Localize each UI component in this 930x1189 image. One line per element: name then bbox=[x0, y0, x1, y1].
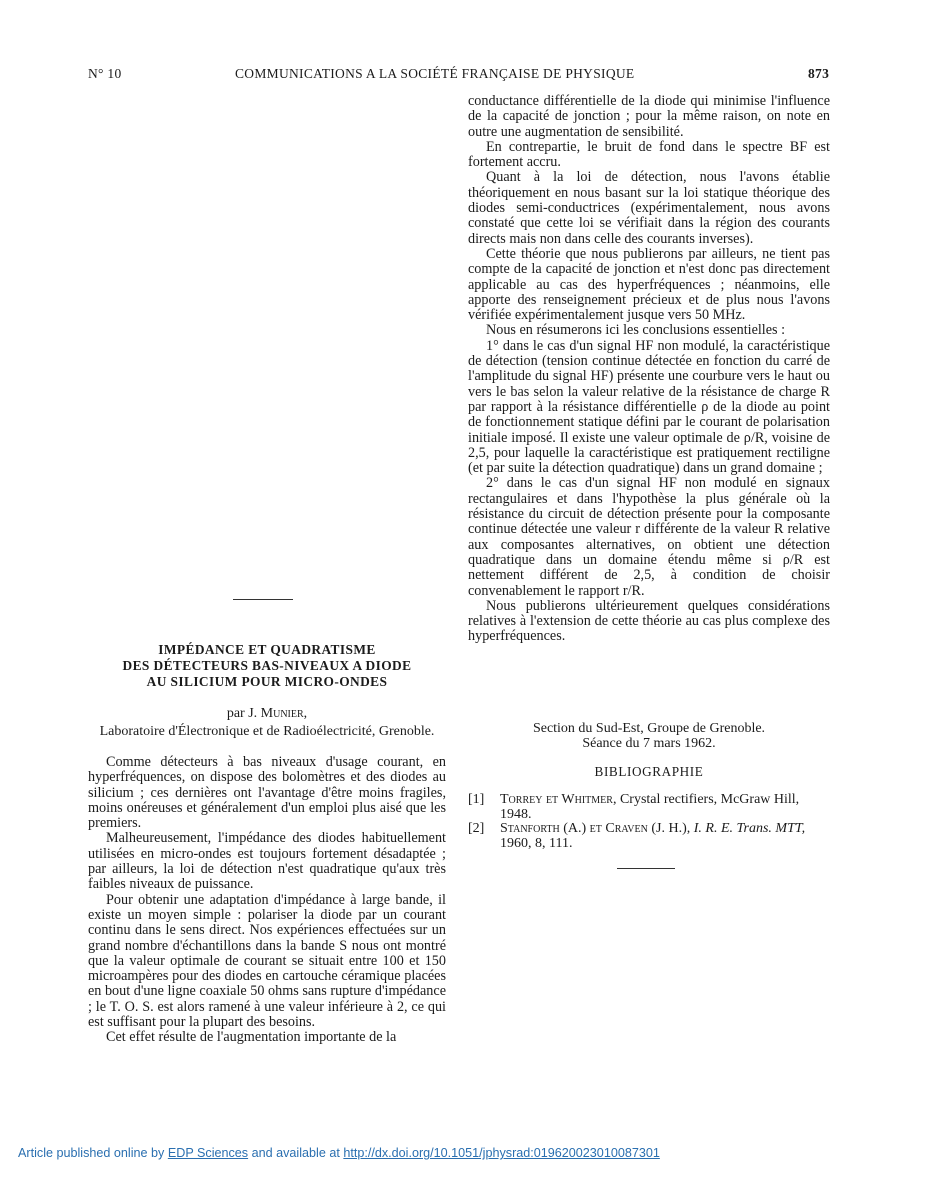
paragraph: Pour obtenir une adaptation d'impédance à large bande, il existe un moyen simple : polariser la diode par un courant continu dans le sens direct. Nos expériences effectuées sur un grand nombre d'échantillons dans la bande S nous ont montré que la valeur optimale de courant se situait entre 100 et 150 microampères pour des diodes en cartouche céramique placées en bout d'une ligne coaxiale 50 ohms sans rupture d'impédance ; le T. O. S. est alors ramené à une valeur inférieure à 2, ce qui est suffisant pour la plupart des besoins. bbox=[88, 891, 446, 1031]
reference-number: [2] bbox=[468, 821, 485, 836]
byline bbox=[88, 706, 446, 722]
paragraph: Nous publierons ultérieurement quelques considérations relatives à l'extension de cette théorie au cas plus complexe des hyperfréquences. bbox=[468, 597, 830, 645]
section-note-line: Section du Sud-Est, Groupe de Grenoble. bbox=[532, 721, 766, 736]
end-divider bbox=[617, 868, 675, 869]
paragraph: Comme détecteurs à bas niveaux d'usage courant, en hyperfréquences, on dispose des bolomètres et des diodes au silicium ; ces dernières ont l'avantage d'être moins fragiles, moins onéreuses et généralement d'un emploi plus aisé que les premiers. bbox=[88, 754, 446, 832]
author-name: J. Munier, bbox=[248, 706, 308, 721]
section-note-line: Séance du 7 mars 1962. bbox=[582, 735, 716, 751]
paragraph: 2° dans le cas d'un signal HF non modulé en signaux rectangulaires et dans l'hypothèse la plus générale où la résistance du circuit de détection présente pour la composante continue détectée une valeur r différente de la valeur R relative aux composantes alternatives, on obtient une détection quadratique dans un domaine étendu même si ρ/R est nettement différent de 2,5, à condition de choisir convenablement le rapport r/R. bbox=[468, 475, 830, 599]
affiliation: Laboratoire d'Électronique et de Radioélectricité, Grenoble. bbox=[99, 724, 435, 739]
reference-number: [1] bbox=[468, 792, 485, 807]
reference-item bbox=[468, 822, 830, 851]
paragraph: Quant à la loi de détection, nous l'avons établie théoriquement en nous basant sur la loi statique théorique des diodes semi-conductrices (expérimentalement, nous avons constaté que cette loi se vérifiait dans la région des courants directs mais non dans celle des courants inverses). bbox=[468, 169, 830, 247]
journal-title: COMMUNICATIONS A LA SOCIÉTÉ FRANÇAISE DE PHYSIQUE bbox=[235, 66, 635, 81]
page-number: 873 bbox=[808, 66, 830, 81]
paragraph: Cet effet résulte de l'augmentation importante de la bbox=[106, 1029, 397, 1046]
reference-authors: Stanforth (A.) et Craven (J. H.), bbox=[500, 821, 691, 836]
publication-footer bbox=[18, 1146, 660, 1160]
reference-journal: I. R. E. Trans. MTT, bbox=[693, 821, 806, 836]
section-note bbox=[468, 722, 830, 751]
footer-middle: and available at bbox=[251, 1146, 340, 1160]
paragraph: Malheureusement, l'impédance des diodes habituellement utilisées en micro-ondes est toujours fortement désadaptée ; par ailleurs, la loi de détection n'est quadratique qu'aux très faibles niveaux de puissance. bbox=[88, 830, 446, 893]
section-divider bbox=[233, 599, 293, 600]
reference-details: 1960, 8, 111. bbox=[500, 835, 573, 851]
paragraph: 1° dans le cas d'un signal HF non modulé, la caractéristique de détection (tension continue détectée en fonction du carré de l'amplitude du signal HF) présente une courbure vers le haut ou vers le bas selon la valeur relative de la résistance de charge R par rapport à la résistance différentielle ρ de la diode au point de fonctionnement statique défini par le courant de polarisation initiale imposé. Il existe une valeur optimale de ρ/R, voisine de 2,5, pour laquelle la caractéristique est pratiquement rectiligne (et par suite la détection quadratique) dans un grand domaine ; bbox=[468, 337, 830, 477]
issue-number: N° 10 bbox=[88, 66, 122, 81]
doi-link[interactable]: http://dx.doi.org/10.1051/jphysrad:019620023010087301 bbox=[343, 1146, 660, 1160]
paragraph: Cette théorie que nous publierons par ailleurs, ne tient pas compte de la capacité de jonction et n'est donc pas directement applicable au cas des hyperfréquences ; néanmoins, elle apporte des renseignement précieux et de plus nous l'avons vérifiée expérimentalement jusque vers 50 MHz. bbox=[468, 245, 830, 324]
reference-authors: Torrey et Whitmer, bbox=[500, 792, 617, 807]
reference-item bbox=[468, 793, 830, 822]
paragraph: Nous en résumerons ici les conclusions essentielles : bbox=[486, 322, 786, 339]
bibliography-heading: BIBLIOGRAPHIE bbox=[594, 764, 704, 779]
byline-prefix: par bbox=[226, 706, 245, 721]
footer-prefix: Article published online by bbox=[18, 1146, 165, 1160]
title-line: IMPÉDANCE ET QUADRATISME bbox=[158, 642, 376, 657]
paragraph: En contrepartie, le bruit de fond dans le spectre BF est fortement accru. bbox=[468, 138, 830, 171]
publisher-link[interactable]: EDP Sciences bbox=[167, 1146, 249, 1160]
right-column bbox=[468, 94, 830, 645]
paragraph: conductance différentielle de la diode qui minimise l'influence de la capacité de jonction ; pour la même raison, on note en outre une augmentation de sensibilité. bbox=[468, 93, 830, 140]
title-line: DES DÉTECTEURS BAS-NIVEAUX A DIODE bbox=[122, 658, 412, 673]
reference-details: Crystal rectifiers, McGraw Hill, 1948. bbox=[500, 792, 800, 822]
title-line: AU SILICIUM POUR MICRO-ONDES bbox=[146, 674, 388, 689]
article-title bbox=[88, 642, 446, 690]
left-column bbox=[88, 755, 446, 1046]
